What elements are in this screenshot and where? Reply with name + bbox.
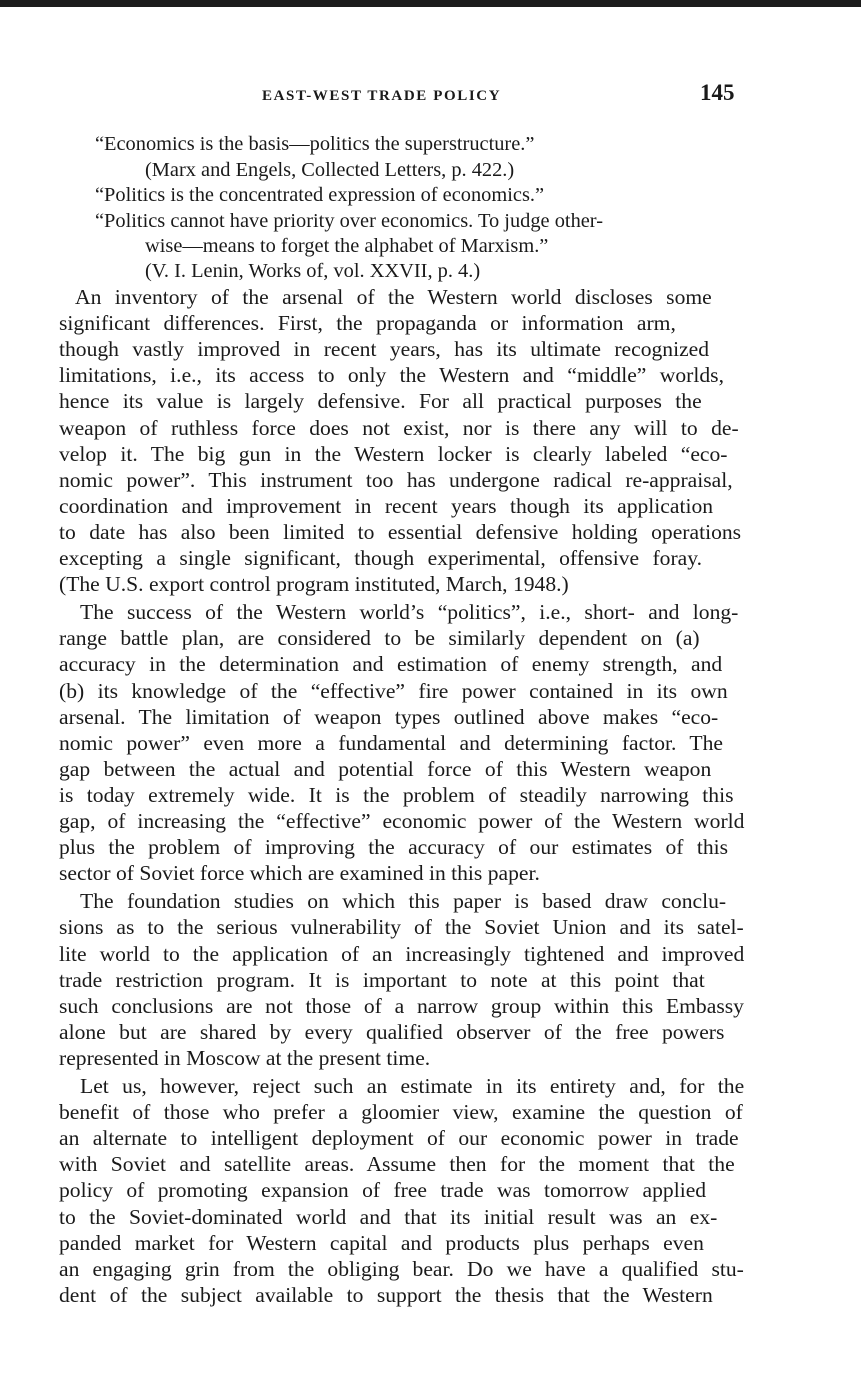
epigraph-citation-marx-engels: (Marx and Engels, Collected Letters, p. 422.) [145,159,515,181]
epigraph-line-3: “Politics cannot have priority over economics. To judge other- [95,210,603,232]
body-line: (b) its knowledge of the “effective” fire power contained in its own [59,678,728,703]
body-line: excepting a single significant, though experimental, offensive foray. [59,546,703,570]
epigraph-line-3-continued: wise—means to forget the alphabet of Marxism.” [145,235,549,257]
body-line: with Soviet and satellite areas. Assume then for the moment that the [59,1152,735,1177]
body-line: coordination and improvement in recent years though its application [59,493,714,518]
body-line: nomic power”. This instrument too has undergone radical re-appraisal, [59,467,733,492]
body-line: gap between the actual and potential force of this Western weapon [59,756,712,781]
body-line: An inventory of the arsenal of the Western world discloses some [75,285,712,309]
body-line: policy of promoting expansion of free trade was tomorrow applied [59,1178,707,1203]
body-line: weapon of ruthless force does not exist, nor is there any will to de- [59,415,739,440]
body-line: significant differences. First, the propaganda or information arm, [59,311,676,336]
body-line: to the Soviet-dominated world and that its initial result was an ex- [59,1204,718,1229]
body-line: such conclusions are not those of a narrow group within this Embassy [59,993,744,1018]
body-line: sions as to the serious vulnerability of the Soviet Union and its satel- [59,915,744,940]
body-line: The success of the Western world’s “politics”, i.e., short- and long- [80,600,739,625]
body-line: The foundation studies on which this paper is based draw conclu- [80,889,727,914]
body-line: panded market for Western capital and products plus perhaps even [59,1230,704,1255]
running-head-title: EAST-WEST TRADE POLICY [262,88,502,104]
body-line: velop it. The big gun in the Western locker is clearly labeled “eco- [59,441,728,466]
body-line: dent of the subject available to support the thesis that the Western [59,1282,713,1307]
body-line: sector of Soviet force which are examined in this paper. [59,861,540,886]
epigraph-line-2: “Politics is the concentrated expression of economics.” [95,184,545,206]
body-line: range battle plan, are considered to be similarly dependent on (a) [59,626,700,651]
body-line: nomic power” even more a fundamental and determining factor. The [59,730,724,755]
page-top-edge [0,0,861,7]
body-line: Let us, however, reject such an estimate in its entirety and, for the [80,1074,745,1098]
body-line: alone but are shared by every qualified observer of the free powers [59,1019,725,1044]
body-line: lite world to the application of an increasingly tightened and improved [59,941,745,966]
body-line: hence its value is largely defensive. For all practical purposes the [59,389,702,414]
body-line: though vastly improved in recent years, has its ultimate recognized [59,337,710,362]
body-line: trade restriction program. It is important to note at this point that [59,967,705,992]
body-line: is today extremely wide. It is the problem of steadily narrowing this [59,782,734,807]
body-line: an alternate to intelligent deployment of our economic power in trade [59,1126,739,1151]
body-line: to date has also been limited to essential defensive holding operations [59,519,742,544]
body-line: benefit of those who prefer a gloomier view, examine the question of [59,1100,743,1125]
epigraph-citation-lenin: (V. I. Lenin, Works of, vol. XXVII, p. 4.) [145,260,481,282]
body-line: gap, of increasing the “effective” economic power of the Western world [59,809,745,833]
body-line: arsenal. The limitation of weapon types outlined above makes “eco- [59,704,719,729]
body-line: an engaging grin from the obliging bear. Do we have a qualified stu- [59,1256,744,1281]
body-line: limitations, i.e., its access to only the Western and “middle” worlds, [59,363,724,388]
epigraph-line-1: “Economics is the basis—politics the superstructure.” [95,133,535,155]
body-line: (The U.S. export control program instituted, March, 1948.) [59,572,569,597]
body-line: represented in Moscow at the present time. [59,1045,431,1070]
page-number: 145 [700,80,735,105]
body-line: accuracy in the determination and estimation of enemy strength, and [59,652,723,677]
body-line: plus the problem of improving the accuracy of our estimates of this [59,835,729,860]
